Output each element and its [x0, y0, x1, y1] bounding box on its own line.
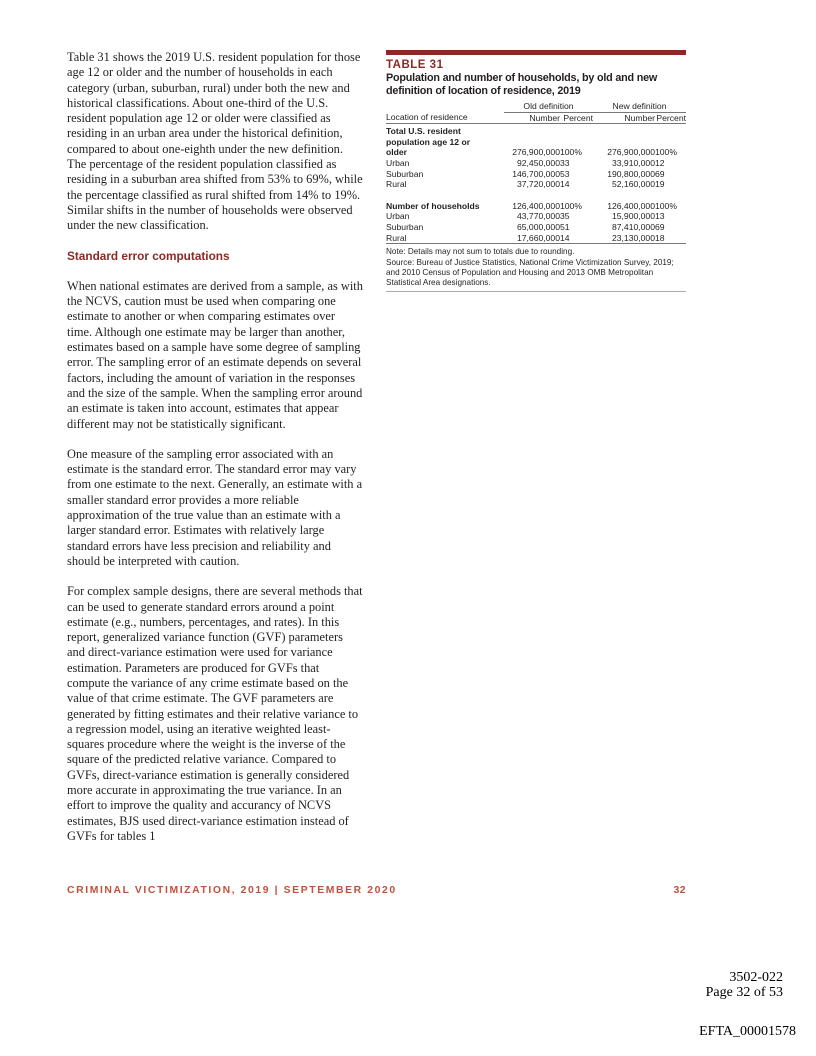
row-label: Rural	[386, 179, 407, 190]
table-source: Source: Bureau of Justice Statistics, National Crime Victimization Survey, 2019; and 2010 Census of Population and Housing and 2013 OMB Metropolitan Statistical Area designations.	[386, 258, 674, 288]
cell-new-percent: 69	[655, 168, 665, 179]
stamp-doc-id: 3502-022	[729, 970, 783, 985]
column-header-location: Location of residence	[386, 112, 504, 124]
row-label: Total U.S. resident population age 12 or older	[386, 126, 471, 158]
cell-old-number: 37,720,000	[516, 179, 560, 190]
cell-new-number: 126,400,000	[607, 200, 655, 211]
cell-new-percent: 69	[655, 221, 665, 232]
cell-new-number: 87,410,000	[611, 221, 655, 232]
cell-old-percent: 53	[560, 168, 570, 179]
bates-number: EFTA_00001578	[699, 1024, 796, 1039]
cell-old-number: 43,770,000	[516, 211, 560, 222]
cell-old-percent: 33	[560, 157, 570, 168]
data-table	[386, 101, 686, 244]
footer-page-number: 32	[673, 885, 686, 896]
cell-old-percent: 100%	[560, 200, 582, 211]
table-top-rule	[386, 50, 686, 55]
cell-old-number: 126,400,000	[512, 200, 560, 211]
table-row	[386, 233, 686, 244]
cell-new-percent: 100%	[655, 147, 677, 158]
table-row	[386, 201, 686, 212]
cell-old-percent: 35	[560, 211, 570, 222]
table-row	[386, 211, 686, 222]
group-header-old: Old definition	[504, 101, 593, 112]
paragraph-standard-error: One measure of the sampling error associated with an estimate is the standard error. The standard error may vary from one estimate to the next. Generally, an estimate with a smaller standard error provides a more reliable approximation of the true value than an estimate with a larger standard error. Estimates with relatively large standard errors have less precision and reliability and should be interpreted with caution.	[67, 446, 363, 568]
row-label: Urban	[386, 211, 410, 222]
cell-old-percent: 14	[560, 233, 593, 244]
cell-old-number: 276,900,000	[512, 147, 560, 158]
cell-old-percent: 100%	[560, 147, 582, 158]
cell-new-number: 276,900,000	[607, 147, 655, 158]
table-row	[386, 169, 686, 180]
paragraph-variance-methods: For complex sample designs, there are several methods that can be used to generate standard errors around a point estimate (e.g., numbers, percentages, and rates). In this report, generalized variance function (GVF) parameters and direct-variance estimation were used for variance estimation. Parameters are produced for GVFs that compute the variance of any crime estimate based on the value of that crime estimate. The GVF parameters are generated by fitting estimates and their relative variance to a regression model, using an iterative weighted least-squares procedure where the weight is the inverse of the square of the predicted relative variance. Compared to GVFs, direct-variance estimation is generally considered more accurate in approximating the true variance. In an effort to improve the quality and accurancy of NCVS estimates, BJS used direct-variance estimation instead of GVFs for tables 1	[67, 584, 363, 843]
cell-old-number: 65,000,000	[516, 221, 560, 232]
cell-new-number: 15,900,000	[611, 211, 655, 222]
table-row	[386, 158, 686, 169]
cell-old-percent: 14	[560, 179, 570, 190]
paragraph-table31-summary: Table 31 shows the 2019 U.S. resident population for those age 12 or older and the number of households in each category (urban, suburban, rural) under both the new and historical classifications. About one-third of the U.S. resident population age 12 or older were classified as residing in an urban area under the historical definition, compared to about one-eighth under the new definition. The percentage of the resident population classified as residing in a suburban area shifted from 53% to 69%, while the percentage classified as rural shifted from 14% to 19%. Similar shifts in the number of households were observed under the new classification.	[67, 50, 363, 233]
row-label: Suburban	[386, 221, 424, 232]
column-header-new-percent: Percent	[656, 112, 686, 123]
table-title: Population and number of households, by old and new definition of location of residence, 2019	[386, 72, 658, 97]
paragraph-sampling-error: When national estimates are derived from a sample, as with the NCVS, caution must be used when comparing one estimate to another or when comparing estimates over time. Although one estimate may be larger than another, estimates based on a sample have some degree of sampling error. The sampling error of an estimate depends on several factors, including the amount of variation in the responses and the size of the sample. When the sampling error around an estimate is taken into account, estimates that appear different may not be statistically significant.	[67, 278, 363, 431]
cell-old-number: 92,450,000	[516, 157, 560, 168]
table-31-panel	[386, 50, 686, 292]
cell-new-number: 33,910,000	[611, 157, 655, 168]
row-label: Rural	[386, 233, 504, 244]
table-row	[386, 124, 686, 158]
cell-new-percent: 13	[655, 211, 665, 222]
table-row	[386, 179, 686, 190]
column-header-old-number: Number	[504, 112, 560, 124]
row-spacer	[386, 190, 686, 201]
cell-new-percent: 100%	[655, 200, 677, 211]
cell-new-number: 23,130,000	[593, 233, 655, 244]
section-heading: Standard error computations	[67, 248, 230, 263]
group-header-new: New definition	[593, 101, 686, 112]
cell-old-number: 17,660,000	[504, 233, 560, 244]
table-notes	[386, 244, 686, 292]
cell-new-percent: 18	[655, 233, 686, 244]
table-note: Note: Details may not sum to totals due to rounding.	[386, 247, 575, 257]
row-label: Number of households	[386, 200, 480, 211]
column-header-new-number: Number	[593, 112, 655, 124]
body-text-column	[67, 50, 363, 859]
table-label: TABLE 31	[386, 59, 444, 71]
cell-old-percent: 51	[560, 221, 570, 232]
row-label: Urban	[386, 157, 410, 168]
row-label: Suburban	[386, 168, 424, 179]
cell-new-number: 52,160,000	[611, 179, 655, 190]
table-row	[386, 222, 686, 233]
cell-new-percent: 19	[655, 179, 665, 190]
cell-old-number: 146,700,000	[512, 168, 560, 179]
cell-new-number: 190,800,000	[607, 168, 655, 179]
footer-title: CRIMINAL VICTIMIZATION, 2019 | SEPTEMBER 2020	[67, 885, 397, 896]
cell-new-percent: 12	[655, 157, 665, 168]
column-header-old-percent: Percent	[560, 112, 593, 124]
stamp-page-of: Page 32 of 53	[705, 985, 783, 1000]
document-stamp	[706, 970, 783, 1000]
page-footer	[67, 885, 686, 896]
